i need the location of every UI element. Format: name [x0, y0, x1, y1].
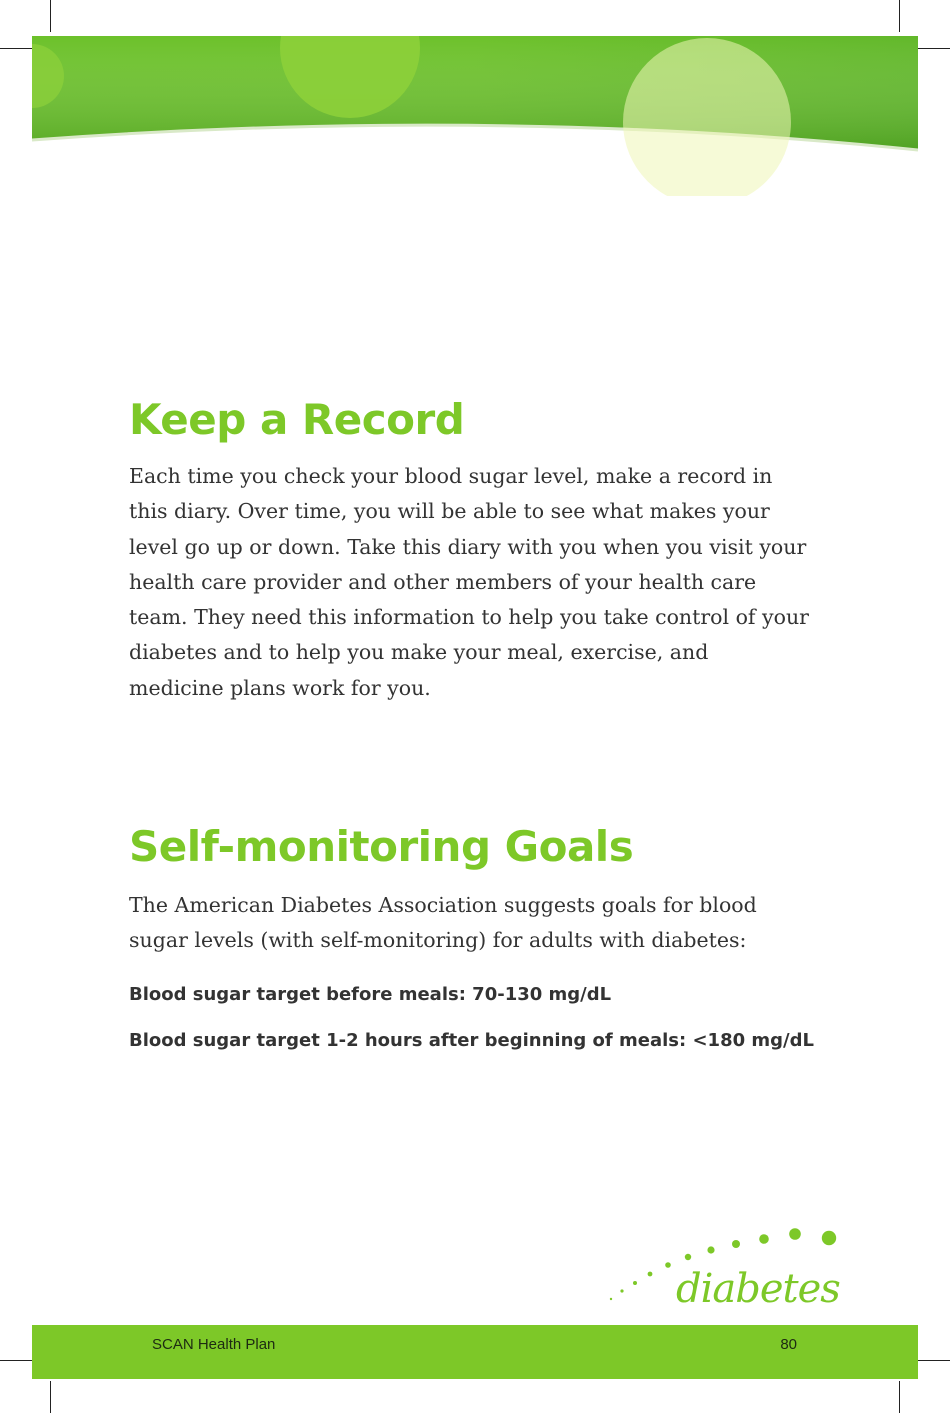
crop-mark [918, 1360, 950, 1361]
page-number: 80 [780, 1336, 797, 1353]
crop-mark [918, 48, 950, 49]
footer-plan-name: SCAN Health Plan [152, 1336, 276, 1353]
footer-bar [32, 1325, 918, 1379]
diabetes-logo [598, 1218, 848, 1310]
header-banner [32, 36, 918, 196]
keep-record-body: Each time you check your blood sugar level, make a record in this diary. Over time, you will be able to see what makes your level go up or down. Take this diary with you when you visit your health care provider and other members of your health care team. They need this information to help you take control of your diabetes and to help you make your meal, exercise, and medicine plans work for you. [129, 464, 809, 700]
target-after-meals: Blood sugar target 1-2 hours after beginning of meals: <180 mg/dL [129, 1030, 814, 1051]
logo-wordmark: diabetes [676, 1266, 840, 1310]
crop-mark [50, 1381, 51, 1413]
target-before-meals: Blood sugar target before meals: 70-130 mg/dL [129, 984, 612, 1005]
goals-heading: Self-monitoring Goals [129, 822, 634, 871]
crop-mark [899, 0, 900, 32]
crop-mark [899, 1381, 900, 1413]
keep-record-section [129, 395, 829, 706]
crop-mark [0, 1360, 32, 1361]
crop-mark [50, 0, 51, 32]
crop-mark [0, 48, 32, 49]
goals-section [129, 822, 849, 958]
keep-record-heading: Keep a Record [129, 395, 465, 444]
goals-body: The American Diabetes Association suggests goals for blood sugar levels (with self-monitoring) for adults with diabetes: [129, 893, 757, 952]
